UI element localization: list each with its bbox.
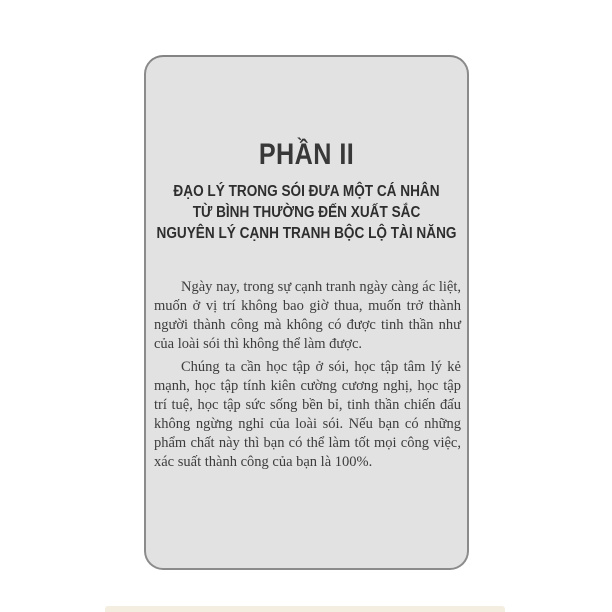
chapter-subtitle [153,181,460,244]
body-text-block [154,278,461,472]
bottom-partial-element [105,606,505,612]
chapter-subtitle-line-1: ĐẠO LÝ TRONG SÓI ĐƯA MỘT CÁ NHÂN [173,183,440,200]
chapter-heading: PHẦN II [258,138,355,171]
chapter-subtitle-line-2: TỪ BÌNH THƯỜNG ĐẾN XUẤT SẮC [192,204,421,221]
chapter-subtitle-line-3: NGUYÊN LÝ CẠNH TRANH BỘC LỘ TÀI NĂNG [156,225,457,242]
body-paragraph-2: Chúng ta cần học tập ở sói, học tập tâm lý kẻ mạnh, học tập tính kiên cường cương nghị, học tập trí tuệ, học tập sức sống bền bỉ, tinh thần chiến đấu không ngừng nghỉ của loài sói. Nếu bạn có những phẩm chất này thì bạn có thể làm tốt mọi công việc, xác suất thành công của bạn là 100%. [154,359,461,470]
book-page-card [144,55,469,570]
body-paragraph-1: Ngày nay, trong sự cạnh tranh ngày càng ác liệt, muốn ở vị trí không bao giờ thua, muốn trở thành người thành công mà không có được tinh thần như của loài sói thì không thể làm được. [154,279,461,352]
